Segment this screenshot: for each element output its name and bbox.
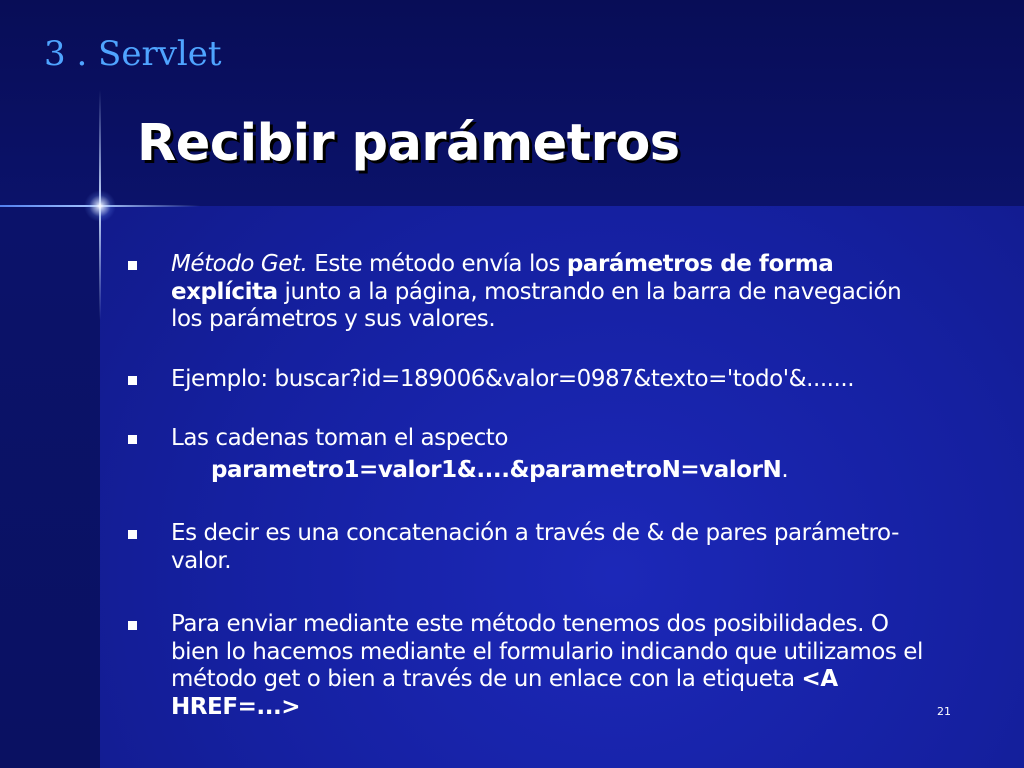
slide-title: Recibir parámetros [137,114,680,173]
square-bullet-icon [128,376,137,385]
sparkle-icon [84,190,116,222]
bullet-text: Para enviar mediante este método tenemos dos posibilidades. O bien lo hacemos mediante el formulario indicando que utilizamos el método get o bien a través de un enlace con la etiqueta [171,611,923,692]
bullet-item-metodo-get [128,251,938,334]
square-bullet-icon [128,261,137,270]
bullet-item-ejemplo [128,366,938,394]
bullet-item-concatenacion [128,520,938,575]
bullet-text: Ejemplo: buscar?id=189006&valor=0987&texto='todo'&....... [171,365,855,392]
bullet-italic-label: Método Get. [171,251,308,277]
bullet-bold-text: <A HREF=...> [171,666,838,720]
bullet-bold-text: parametro1=valor1&....&parametroN=valorN [211,456,782,483]
bullet-text: . [781,456,789,483]
bullet-bold-text: parámetros de forma explícita [171,251,834,305]
bullet-item-cadenas [128,425,938,484]
bullet-text: Es decir es una concatenación a través de & de pares parámetro-valor. [171,520,899,574]
square-bullet-icon [128,530,137,539]
bullet-text: Las cadenas toman el aspecto [171,425,508,451]
square-bullet-icon [128,621,137,630]
bullet-item-posibilidades [128,611,938,721]
square-bullet-icon [128,435,137,444]
bullet-text: Este método envía los [307,251,567,277]
page-number: 21 [937,705,951,718]
section-label: 3 . Servlet [44,34,222,74]
top-band [0,0,1024,206]
bullet-indented-line [171,457,938,485]
bullet-text: junto a la página, mostrando en la barra de navegación los parámetros y sus valores. [171,278,902,332]
bullet-list [128,251,938,721]
left-band [0,206,100,768]
